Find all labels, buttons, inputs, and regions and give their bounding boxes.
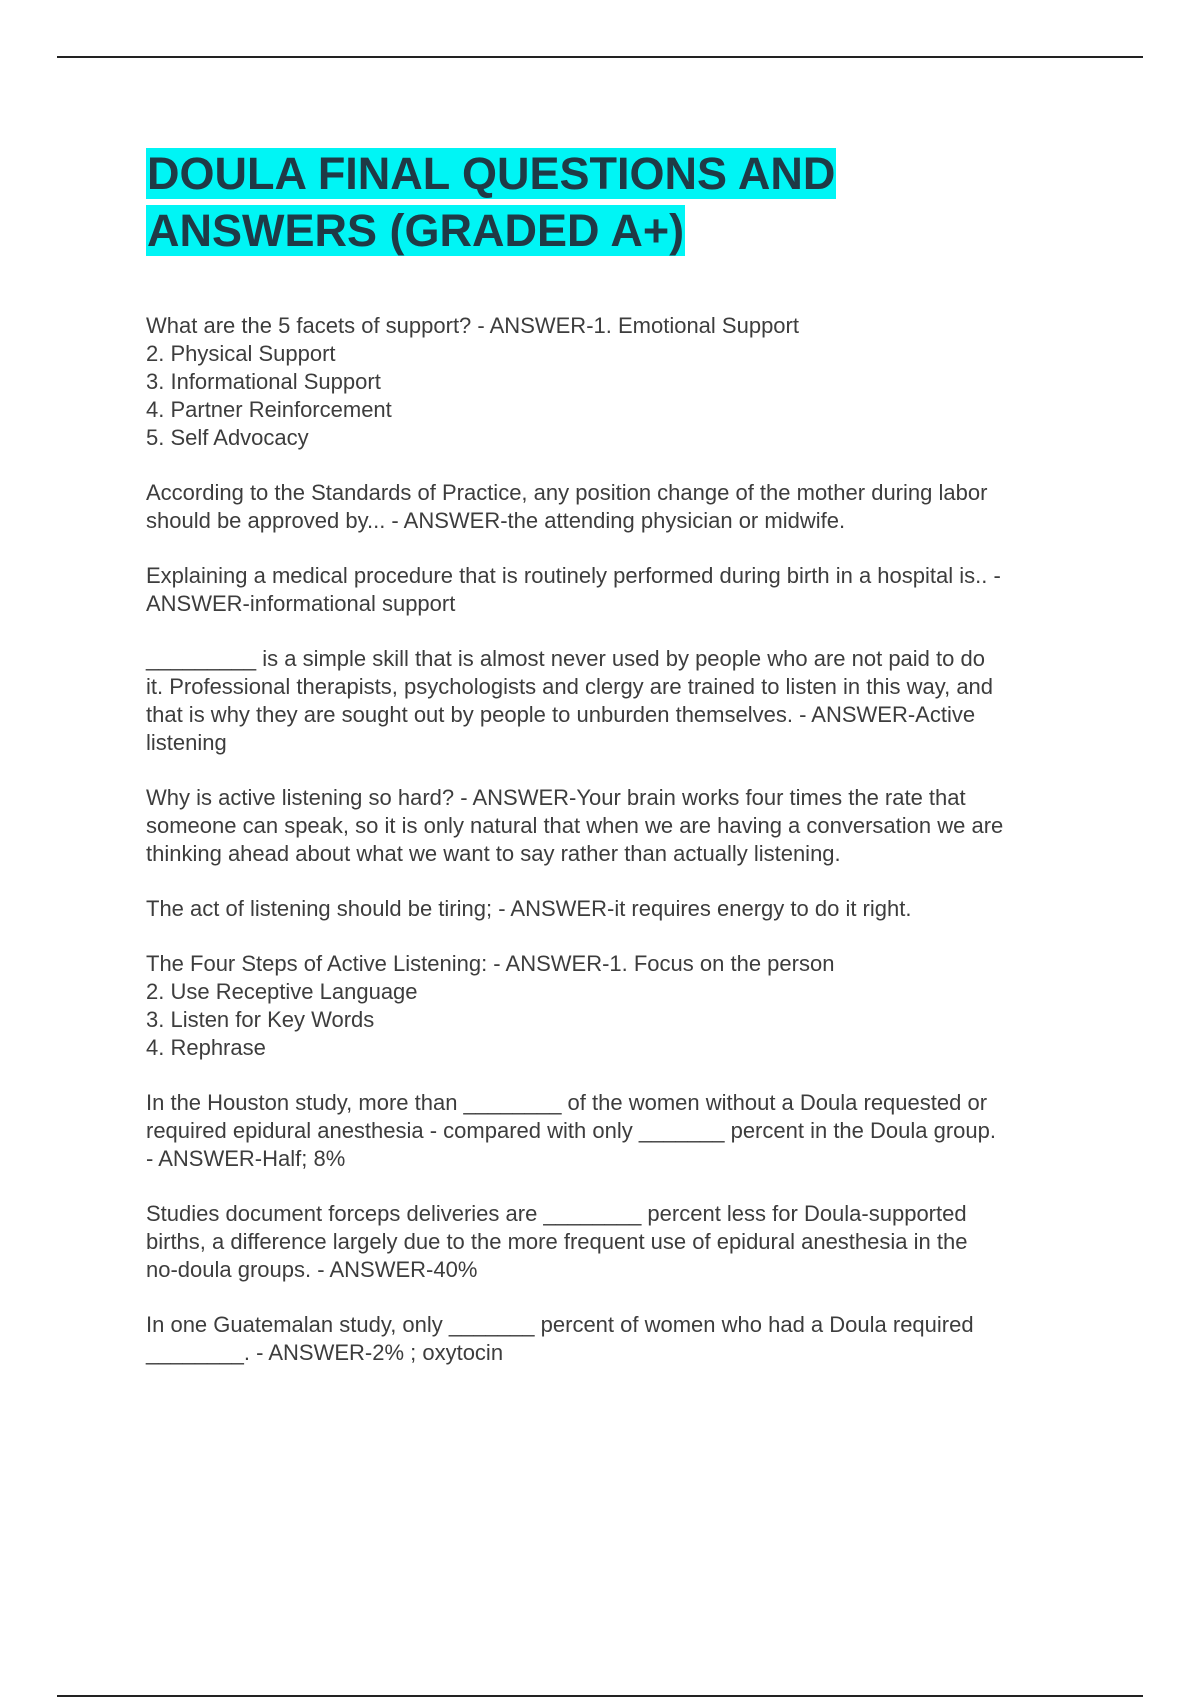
qa-item: _________ is a simple skill that is almost never used by people who are not paid to do it. Professional therapists, psychologists and clergy are trained to listen in this way, and that is why they are sought out by people to unburden themselves. - ANSWER-Active listening [146,646,994,755]
qa-item: According to the Standards of Practice, any position change of the mother during labor should be approved by... - ANSWER-the attending physician or midwife. [146,480,988,533]
title-line-1: DOULA FINAL QUESTIONS AND [147,148,836,199]
qa-item: Why is active listening so hard? - ANSWER-Your brain works four times the rate that someone can speak, so it is only natural that when we are having a conversation we are thinking ahead about what we want to say rather than actually listening. [146,785,1004,866]
qa-item: Explaining a medical procedure that is routinely performed during birth in a hospital is.. - ANSWER-informational support [146,563,1001,616]
qa-item: In the Houston study, more than ________ of the women without a Doula requested or required epidural anesthesia - compared with only _______ percent in the Doula group. - ANSWER-Half; 8% [146,1090,996,1171]
qa-item: The act of listening should be tiring; - ANSWER-it requires energy to do it right. [146,896,912,921]
document-body [146,145,1096,1394]
qa-item: What are the 5 facets of support? - ANSWER-1. Emotional Support 2. Physical Support 3. Informational Support 4. Partner Reinforcement 5. Self Advocacy [146,313,799,450]
qa-item: The Four Steps of Active Listening: - ANSWER-1. Focus on the person 2. Use Receptive Language 3. Listen for Key Words 4. Rephrase [146,951,835,1060]
top-rule [57,56,1143,58]
document-title [146,145,1096,259]
qa-list [146,312,1096,1367]
qa-item: Studies document forceps deliveries are ________ percent less for Doula-supported births, a difference largely due to the more frequent use of epidural anesthesia in the no-doula groups. - ANSWER-40% [146,1201,968,1282]
title-line-2: ANSWERS (GRADED A+) [147,205,685,256]
qa-item: In one Guatemalan study, only _______ percent of women who had a Doula required ________. - ANSWER-2% ; oxytocin [146,1312,974,1365]
bottom-rule [57,1695,1143,1697]
